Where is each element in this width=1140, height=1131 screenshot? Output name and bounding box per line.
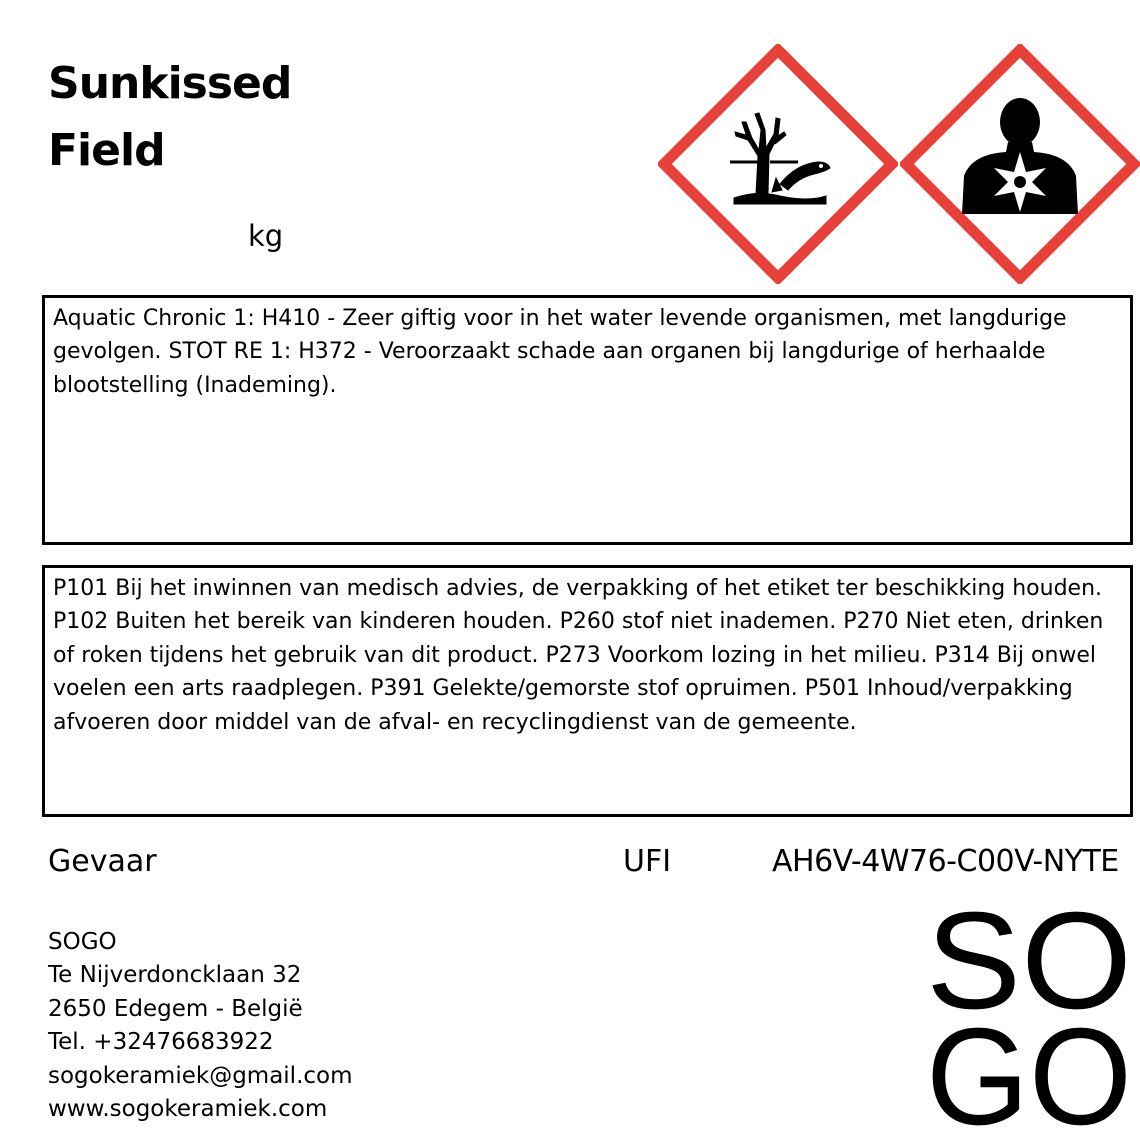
supplier-street: Te Nijverdoncklaan 32 — [48, 962, 302, 989]
supplier-city: 2650 Edegem - België — [48, 995, 303, 1022]
logo-bottom: GO — [926, 1000, 1132, 1131]
signal-word: Gevaar — [48, 844, 157, 879]
hazard-statements-box — [42, 295, 1133, 545]
supplier-name: SOGO — [48, 929, 117, 955]
quantity-unit: kg — [248, 219, 284, 253]
product-title — [48, 50, 348, 184]
product-name-line1: Sunkissed — [48, 58, 292, 109]
supplier-website: www.sogokeramiek.com — [48, 1096, 328, 1123]
environment-hazard-icon — [658, 44, 898, 284]
health-hazard-icon — [900, 44, 1140, 284]
logo-top: SO — [926, 898, 1132, 1038]
supplier-address — [48, 926, 353, 1126]
ufi-code: AH6V-4W76-C00V-NYTE — [772, 844, 1119, 879]
product-name-line2: Field — [48, 125, 165, 176]
sogo-logo — [926, 898, 1140, 1131]
supplier-phone: Tel. +32476683922 — [48, 1029, 274, 1056]
supplier-email: sogokeramiek@gmail.com — [48, 1062, 353, 1089]
precautionary-statements-text: P101 Bij het inwinnen van medisch advies, de verpakking of het etiket ter beschikking houden. P102 Buiten het bereik van kinderen houden. P260 stof niet inademen. P270 Niet eten, drinken of roken tijdens het gebruik van dit product. P273 Voorkom lozing in het milieu. P314 Bij onwel voelen een arts raadplegen. P391 Gelekte/gemorste stof opruimen. P501 Inhoud/verpakking afvoeren door middel van de afval- en recyclingdienst van de gemeente. — [53, 576, 1104, 735]
precautionary-statements-box — [42, 565, 1133, 817]
hazard-statements-text: Aquatic Chronic 1: H410 - Zeer giftig voor in het water levende organismen, met langdurige gevolgen. STOT RE 1: H372 - Veroorzaakt schade aan organen bij langdurige of herhaalde blootstelling (Inademing). — [53, 306, 1067, 398]
ufi-label: UFI — [623, 844, 672, 879]
